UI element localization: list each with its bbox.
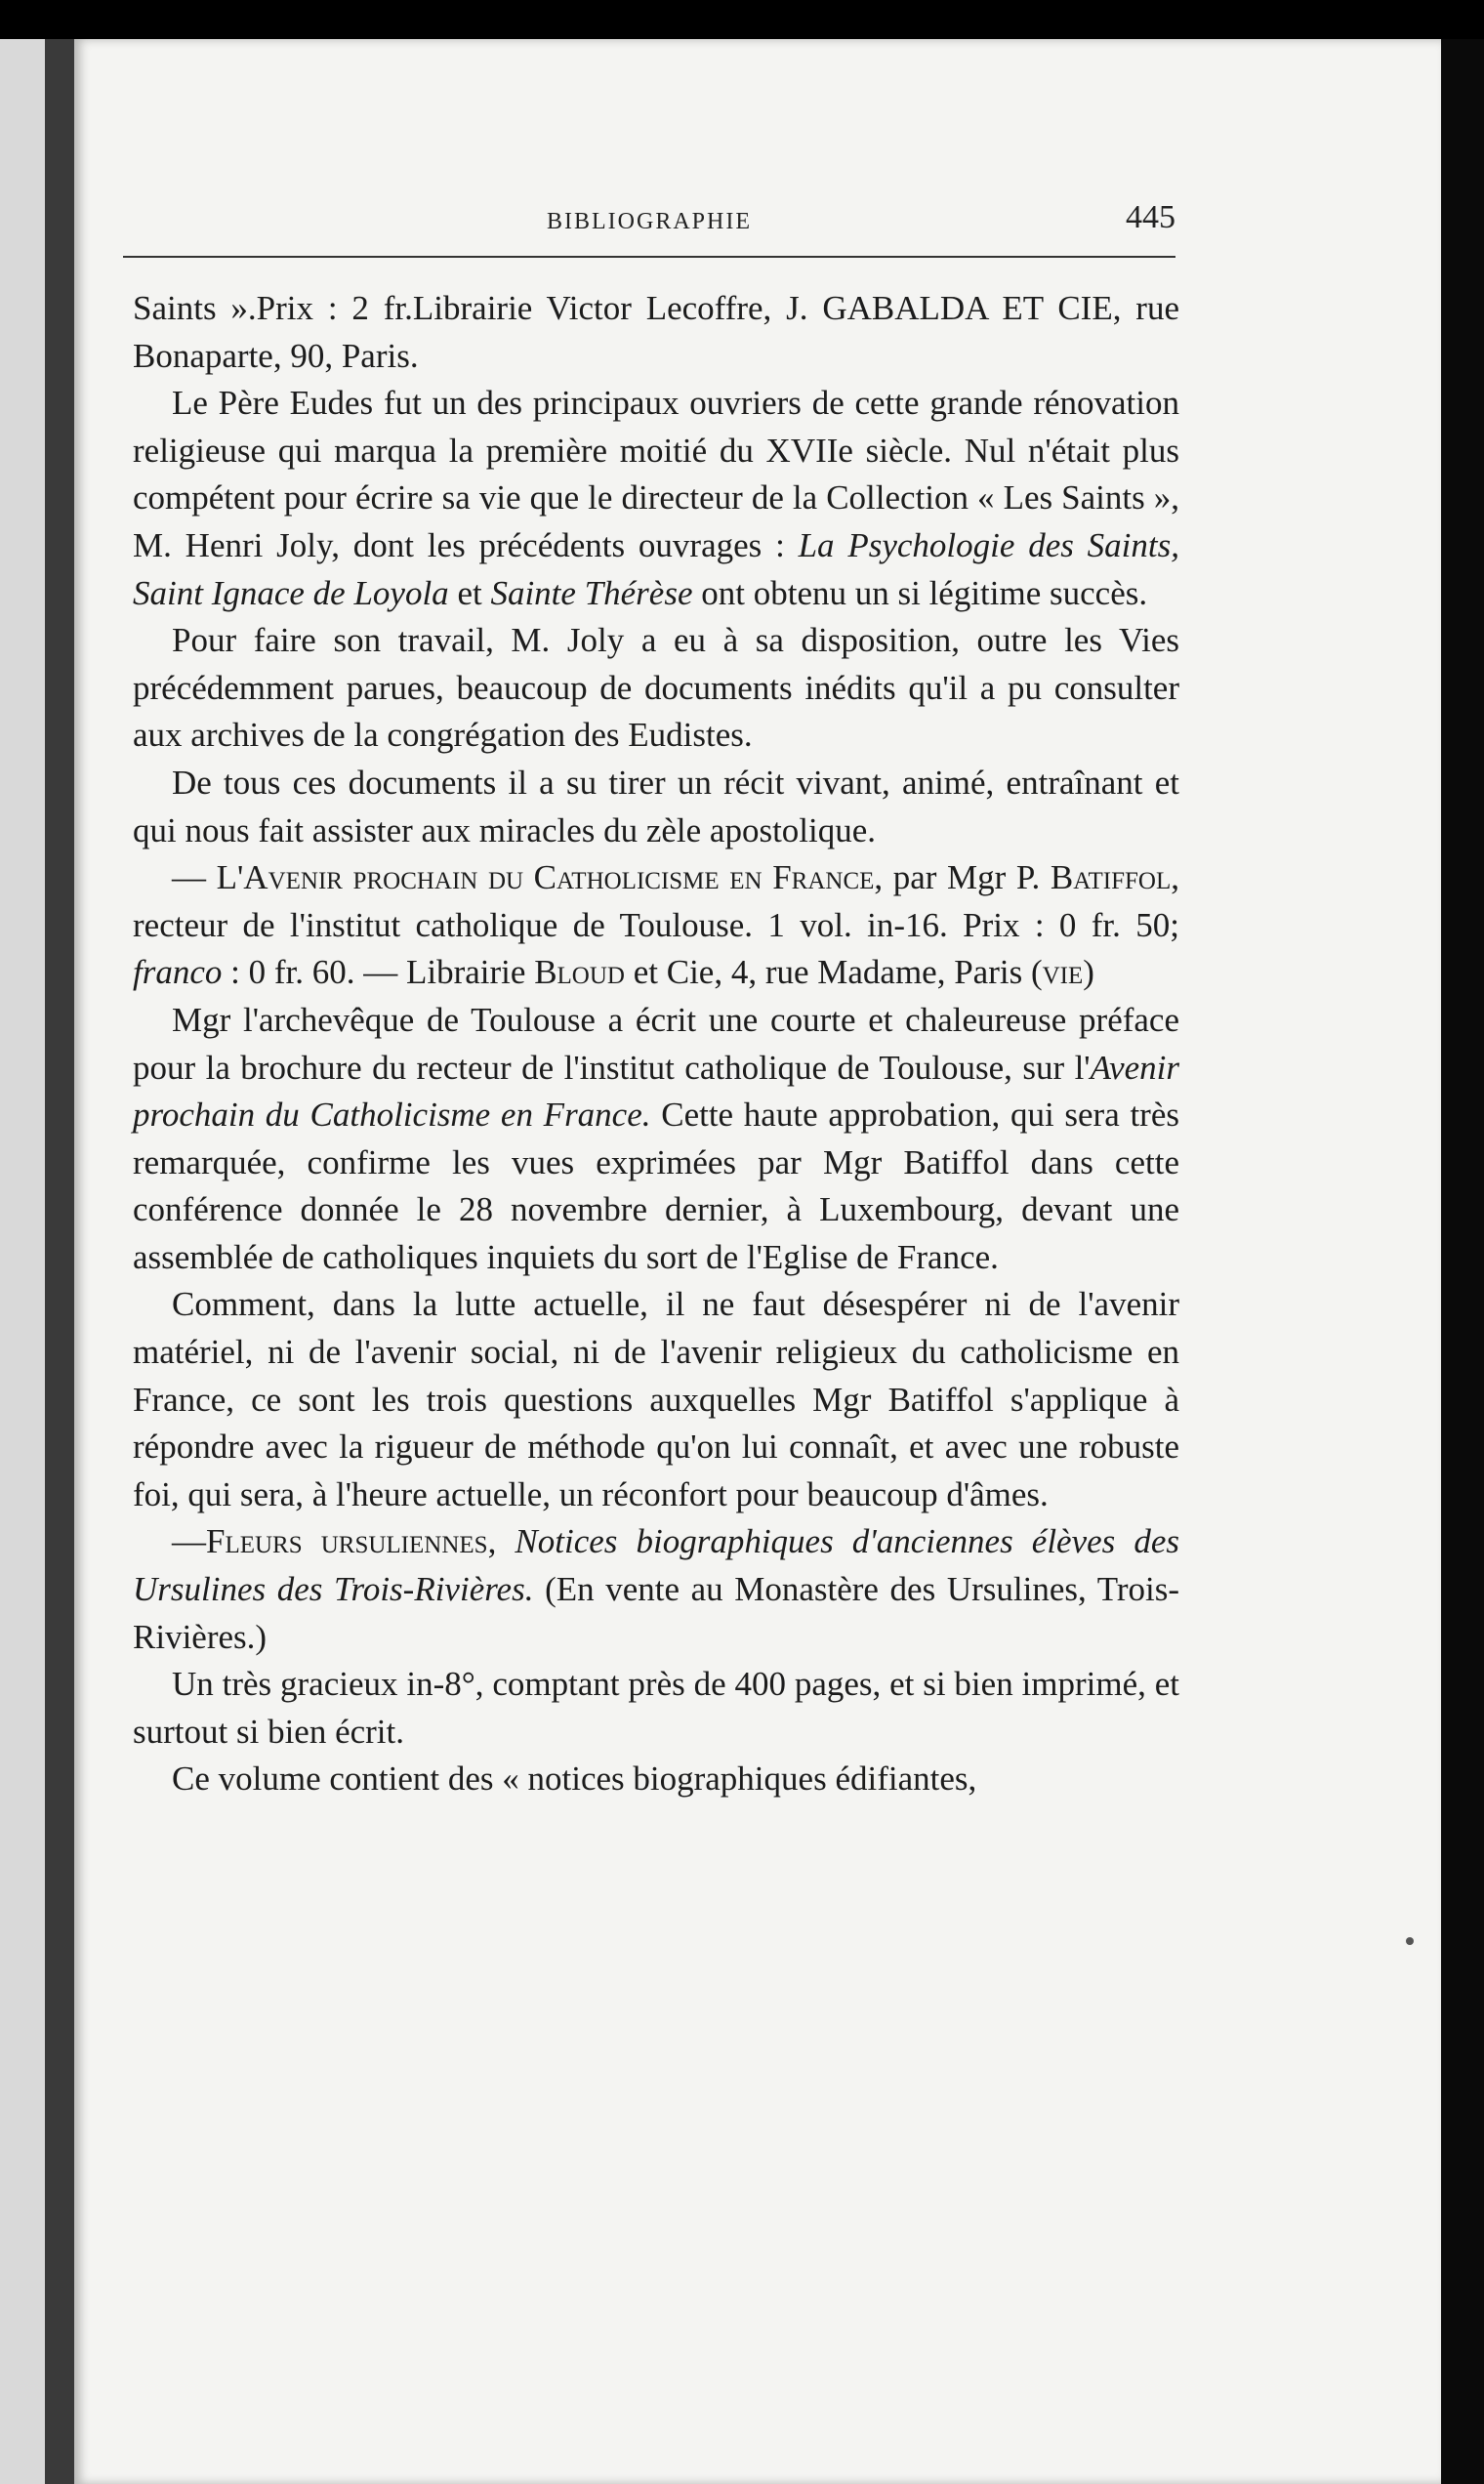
paragraph-2-text-b: et xyxy=(448,573,491,612)
running-head: BIBLIOGRAPHIE xyxy=(547,209,752,234)
paragraph-7: Comment, dans la lutte actuelle, il ne faut désespérer ni de l'avenir matériel, ni de l'avenir social, ni de l'avenir religieux du catholicisme en France, ce sont les trois questions auxquelles Mgr Batiffol s'applique à répondre avec la rigueur de méthode qu'on lui connaît, et avec une robuste foi, qui sera, à l'heure actuelle, un réconfort pour beaucoup d'âmes. xyxy=(133,1285,1179,1513)
author-batiffol: Batiffol xyxy=(1050,858,1172,897)
title-avenir-italic: Avenir prochain du Catholicisme en France. xyxy=(133,1048,1179,1135)
book-title-psychologie: La Psychologie des Saints, Saint Ignace de Loyola xyxy=(133,525,1179,612)
paragraph-2 xyxy=(133,380,1179,617)
entry-availability: (En vente au Monastère des Ursulines, Trois-Rivières.) xyxy=(133,1570,1179,1656)
subtitle-notices: Notices biographiques d'anciennes élèves des Ursulines des Trois-Rivières. xyxy=(133,1522,1180,1609)
entry-sep: , xyxy=(487,1522,515,1561)
paragraph-2-text-a: Le Père Eudes fut un des principaux ouvriers de cette grande rénovation religieuse qui marqua la première moitié du XVIIe siècle. Nul n'était plus compétent pour écrire sa vie que le directeur de la Collection « Les Saints », M. Henri Joly, dont les précédents ouvrages : xyxy=(133,384,1179,564)
paragraph-6 xyxy=(133,997,1179,1282)
scan-left-edge xyxy=(45,39,74,2484)
entry-avenir-prochain xyxy=(133,854,1179,997)
entry-text-a: , par Mgr P. xyxy=(874,858,1051,897)
paragraph-1: Saints ».Prix : 2 fr.Librairie Victor Lecoffre, J. GABALDA ET CIE, rue Bonaparte, 90, Paris. xyxy=(133,289,1179,375)
entry-text-b: , recteur de l'institut catholique de Toulouse. 1 vol. in-16. Prix : 0 fr. 50; xyxy=(133,858,1179,944)
publisher-bloud: Bloud xyxy=(534,953,625,992)
paragraph-3: Pour faire son travail, M. Joly a eu à sa disposition, outre les Vies précédemment parues, beaucoup de documents inédits qu'il a pu consulter aux archives de la congrégation des Eudistes. xyxy=(133,621,1179,755)
paragraph-2-text-c: ont obtenu un si légitime succès. xyxy=(692,573,1148,612)
entry-text-e: ) xyxy=(1083,953,1094,992)
entry-title-avenir: L'Avenir prochain du Catholicisme en France xyxy=(216,858,875,897)
paragraph-6-text-a: Mgr l'archevêque de Toulouse a écrit une courte et chaleureuse préface pour la brochure du recteur de l'institut catholique de Toulouse, sur l' xyxy=(133,1000,1179,1087)
page-body xyxy=(133,285,1179,1803)
page-number: 445 xyxy=(1126,199,1175,235)
scan-right-edge xyxy=(1441,39,1484,2484)
paragraph-6-text-b: Cette haute approbation, qui sera très remarquée, confirme les vues exprimées par Mgr Batiffol dans cette conférence donnée le 28 novembre dernier, à Luxembourg, devant une assemblée de catholiques inquiets du sort de l'Eglise de France. xyxy=(133,1096,1179,1276)
entry-dash-2: — xyxy=(172,1522,206,1561)
book-title-therese: Sainte Thérèse xyxy=(490,573,693,612)
paragraph-9: Un très gracieux in-8°, comptant près de 400 pages, et si bien imprimé, et surtout si bien écrit. xyxy=(133,1665,1179,1751)
entry-text-d: et Cie, 4, rue Madame, Paris ( xyxy=(624,953,1043,992)
entry-dash: — xyxy=(172,858,217,897)
page-header xyxy=(123,174,1175,258)
paragraph-10: Ce volume contient des « notices biographiques édifiantes, xyxy=(172,1760,977,1799)
entry-fleurs-ursuliennes xyxy=(133,1518,1179,1661)
scan-speck xyxy=(1406,1937,1414,1945)
entry-text-c: : 0 fr. 60. — Librairie xyxy=(222,953,535,992)
franco-label: franco xyxy=(133,953,223,992)
entry-title-fleurs: Fleurs ursuliennes xyxy=(206,1522,488,1561)
scan-left-strip xyxy=(0,39,45,2484)
paragraph-4: De tous ces documents il a su tirer un récit vivant, animé, entraînant et qui nous fait assister aux miracles du zèle apostolique. xyxy=(133,763,1179,849)
arrondissement-vie: vie xyxy=(1042,953,1084,992)
